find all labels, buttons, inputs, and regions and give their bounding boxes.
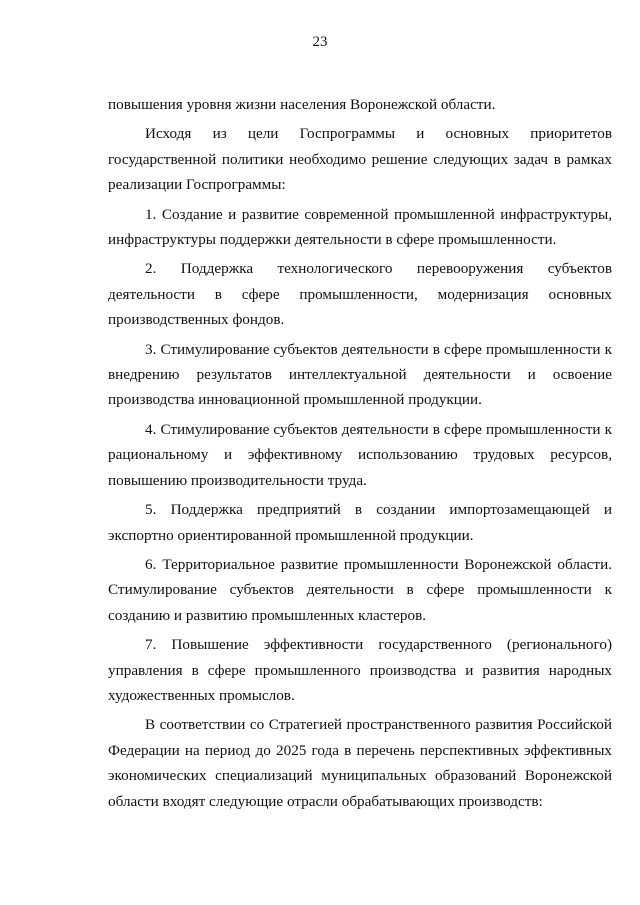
task-item-7: 7. Повышение эффективности государственного (регионального) управления в сфере промышленного производства и развития народных художественных промыслов. (108, 636, 612, 704)
page-number: 23 (312, 34, 328, 50)
task-item-3: 3. Стимулирование субъектов деятельности в сфере промышленности к внедрению результатов интеллектуальной деятельности и освоение производства инновационной промышленной продукции. (108, 340, 612, 409)
task-item-4: 4. Стимулирование субъектов деятельности в сфере промышленности к рациональному и эффективному использованию трудовых ресурсов, повышению производительности труда. (108, 420, 612, 489)
document-body (108, 92, 612, 818)
task-item-2: 2. Поддержка технологического перевооружения субъектов деятельности в сфере промышленности, модернизация основных производственных фондов. (108, 260, 612, 329)
task-item-6: 6. Территориальное развитие промышленности Воронежской области. Стимулирование субъектов деятельности в сфере промышленности к созданию и развитию промышленных кластеров. (108, 555, 612, 624)
paragraph-strategy: В соответствии со Стратегией пространственного развития Российской Федерации на период до 2025 года в перечень перспективных эффективных экономических специализаций муниципальных образований Воронежской области входят следующие отрасли обрабатывающих производств: (108, 716, 612, 810)
task-item-5: 5. Поддержка предприятий в создании импортозамещающей и экспортно ориентированной промышленной продукции. (108, 501, 612, 544)
task-item-1: 1. Создание и развитие современной промышленной инфраструктуры, инфраструктуры поддержки деятельности в сфере промышленности. (108, 205, 612, 249)
paragraph-intro-tasks: Исходя из цели Госпрограммы и основных приоритетов государственной политики необходимо решение следующих задач в рамках реализации Госпрограммы: (108, 125, 612, 194)
paragraph-continuation: повышения уровня жизни населения Воронежской области. (108, 96, 496, 113)
